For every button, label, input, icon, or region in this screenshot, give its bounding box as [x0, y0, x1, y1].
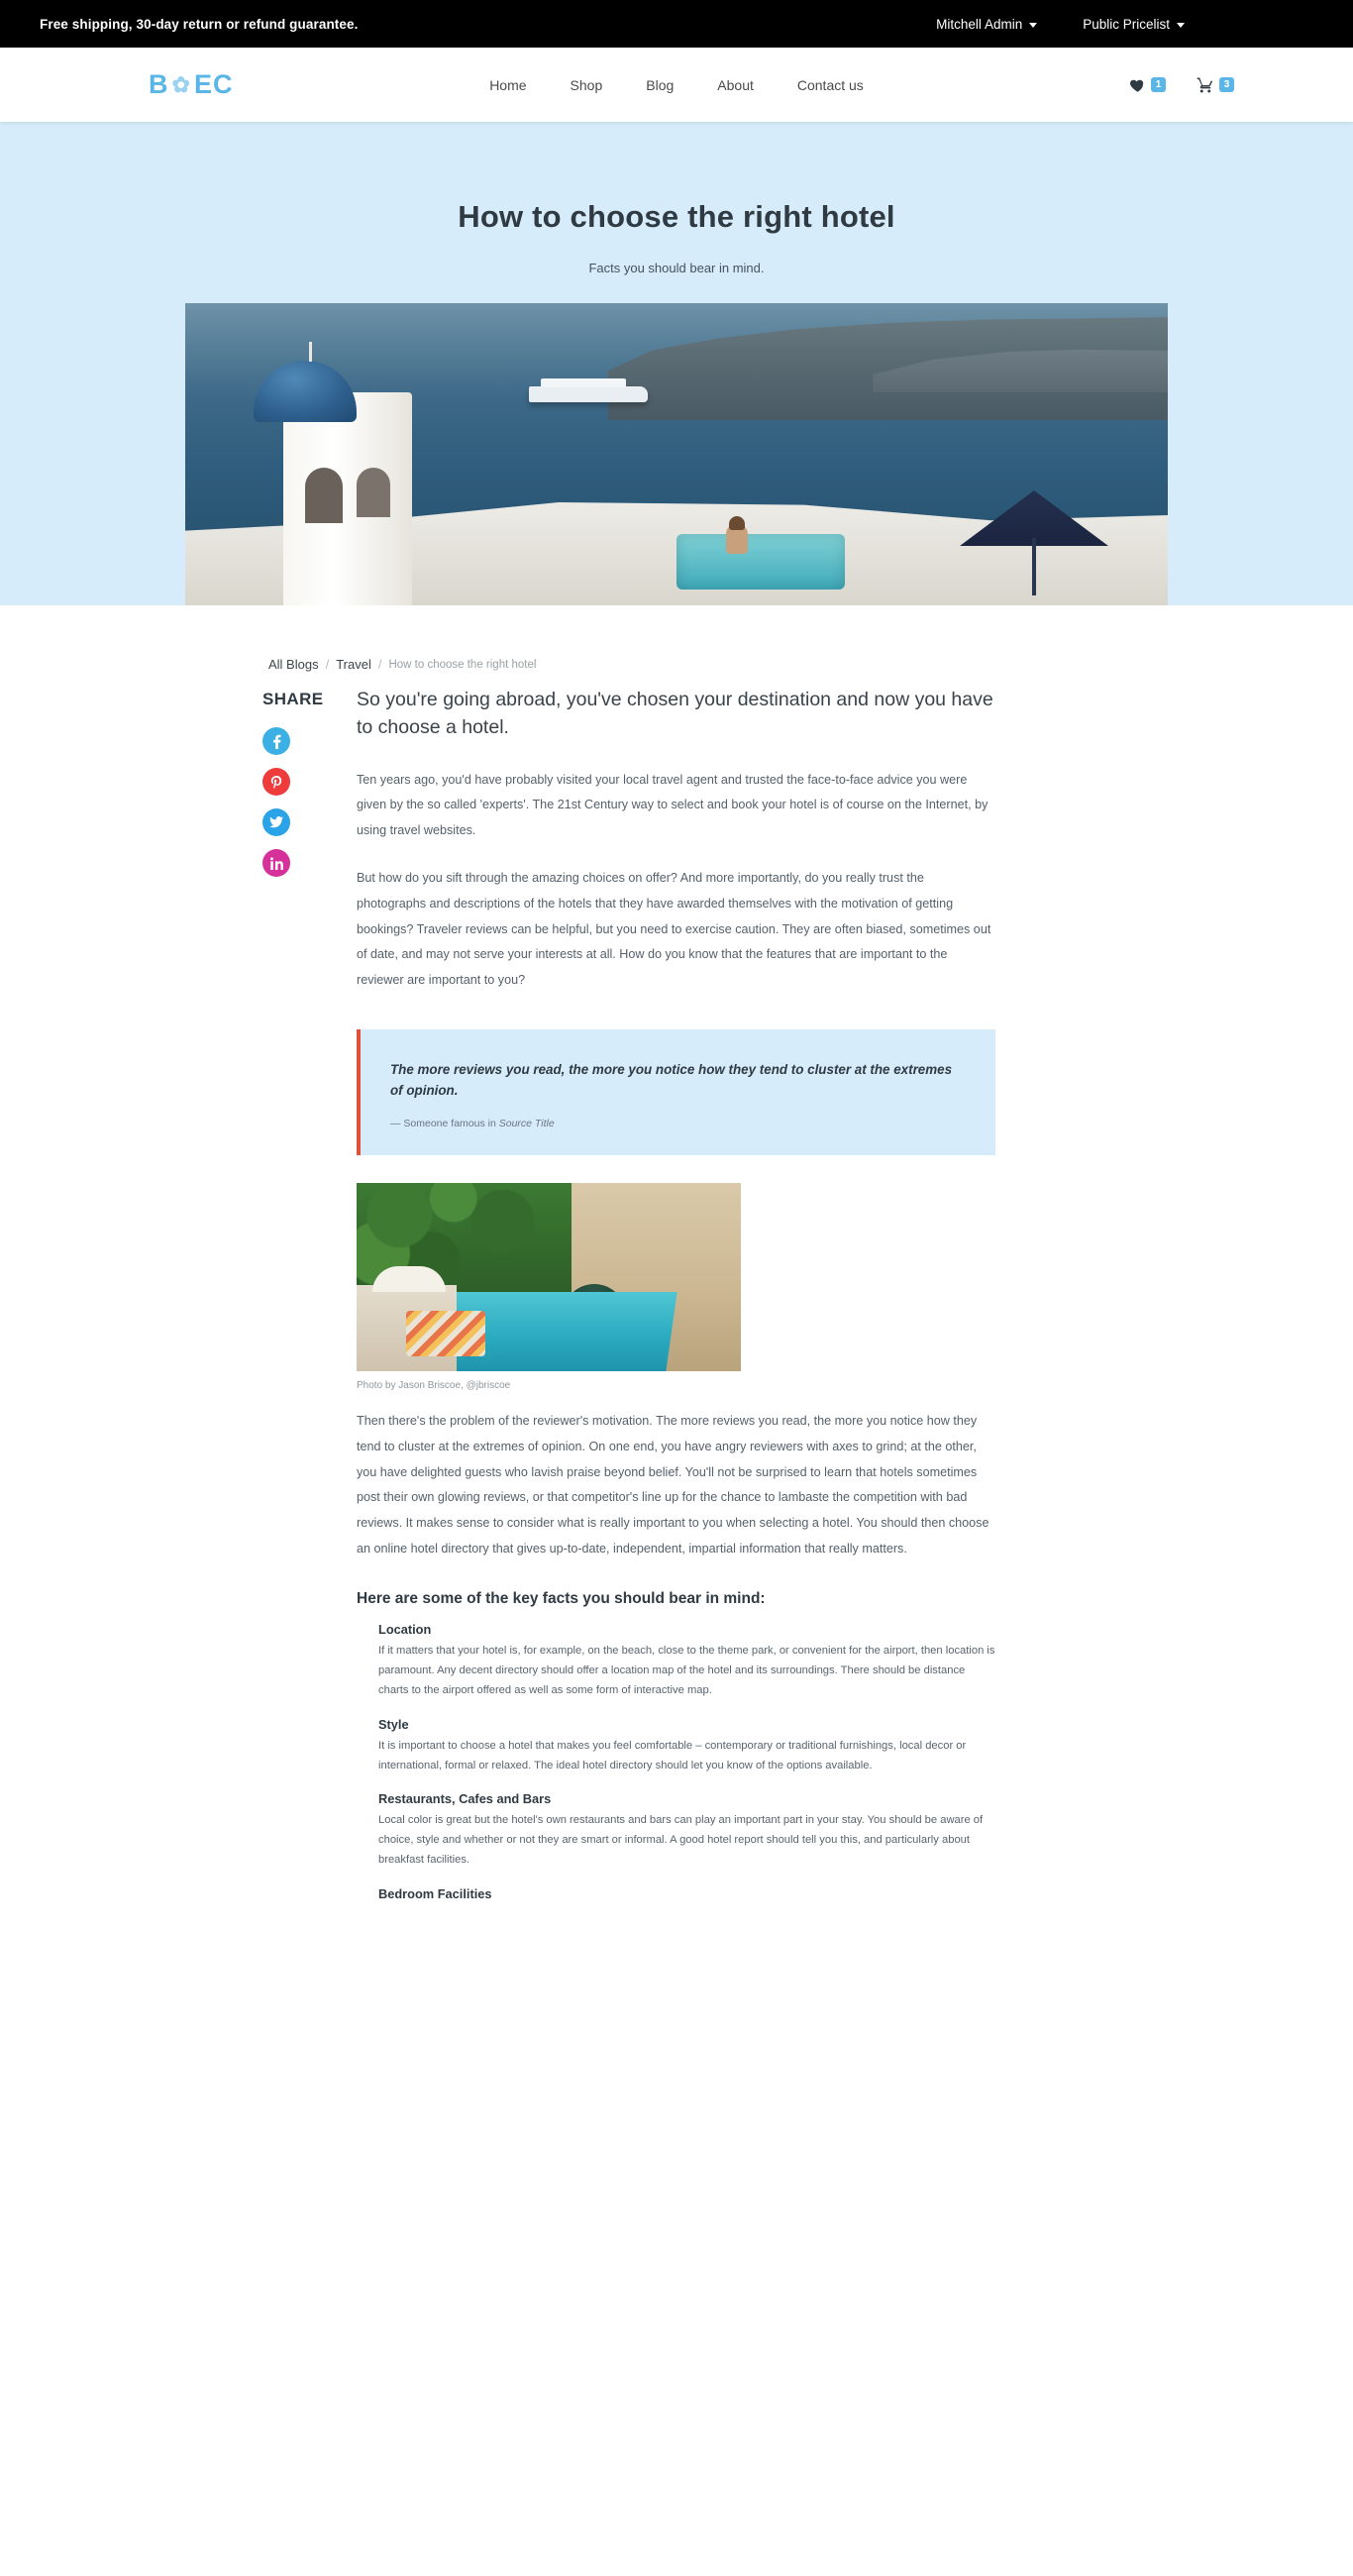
main-navigation — [489, 77, 864, 93]
pricelist-menu-label: Public Pricelist — [1083, 16, 1170, 32]
pinterest-icon — [270, 776, 283, 789]
heart-icon — [1128, 76, 1147, 94]
top-promo-bar — [0, 0, 1353, 48]
cart-count-badge: 3 — [1219, 77, 1234, 92]
article-row — [0, 686, 1353, 1917]
nav-item-shop[interactable]: Shop — [570, 76, 603, 93]
hero-spacer — [0, 275, 1353, 303]
user-menu[interactable] — [936, 17, 1037, 32]
article-content — [0, 605, 1353, 1977]
fact-title: Location — [378, 1621, 432, 1637]
cover-image-wrapper — [185, 303, 1168, 605]
article-paragraph-3: Then there's the problem of the reviewer's motivation. The more reviews you read, the more you notice how they tend to cluster at the extremes of opinion. On one end, you have angry reviewers with axes to grind; at the other, you have delighted guests who lavish praise beyond belief. You'll not be surprised to learn that hotels sometimes post their own glowing reviews, or that competitor's line up for the chance to lambaste the competition with bad reviews. It makes sense to consider what is really important to you when selecting a hotel. You should then choose an online hotel directory that gives up-to-date, independent, impartial information that really matters. — [357, 1413, 989, 1556]
cover-pool — [676, 534, 845, 590]
fact-title: Bedroom Facilities — [378, 1886, 492, 1902]
figure-image-pool-courtyard — [357, 1183, 741, 1371]
breadcrumb-all-blogs[interactable]: All Blogs — [268, 657, 319, 672]
pull-quote-text: The more reviews you read, the more you notice how they tend to cluster at the extremes of opinion. — [390, 1062, 953, 1099]
share-pinterest-button[interactable] — [262, 768, 290, 796]
cover-bell-tower — [283, 392, 412, 605]
cover-person — [726, 524, 748, 554]
pricelist-menu[interactable] — [1083, 17, 1185, 32]
share-facebook-button[interactable] — [262, 727, 290, 755]
chevron-down-icon — [1177, 23, 1185, 28]
logo-text-right: EC — [193, 69, 234, 99]
cover-tower-arch-2 — [357, 468, 390, 517]
pull-quote-attribution: — Someone famous in — [390, 1117, 499, 1129]
site-logo[interactable] — [149, 69, 233, 100]
shopping-cart-icon — [1196, 76, 1215, 94]
breadcrumb-separator: / — [325, 657, 330, 672]
wishlist-count-badge: 1 — [1151, 77, 1166, 92]
article-paragraph-1: Ten years ago, you'd have probably visited your local travel agent and trusted the face-to-face advice you were given by the so called 'experts'. The 21st Century way to select and book your hotel is of course on the Internet, by using travel websites. — [357, 772, 989, 838]
header-icon-group — [1128, 76, 1234, 94]
wishlist-button[interactable] — [1128, 76, 1166, 94]
breadcrumb-category[interactable]: Travel — [336, 657, 371, 672]
facebook-icon — [272, 734, 281, 749]
cover-image — [185, 303, 1168, 605]
page-subtitle: Facts you should bear in mind. — [588, 261, 765, 275]
article-lead: So you're going abroad, you've chosen your destination and now you have to choose a hotel. — [357, 689, 993, 739]
article-main-column — [357, 686, 995, 1917]
pull-quote-source: Source Title — [498, 1117, 555, 1129]
article-paragraph-2: But how do you sift through the amazing choices on offer? And more importantly, do you really trust the photographs and descriptions of the hotels that they have awarded themselves with the motivation of getting bookings? Traveler reviews can be helpful, but you need to exercise caution. They are often biased, sometimes out of date, and may not serve your interests at all. How do you know that the features that are important to the reviewer are important to you? — [357, 870, 991, 988]
figure-parasol — [372, 1266, 446, 1292]
site-header — [0, 48, 1353, 122]
share-heading: SHARE — [262, 690, 324, 708]
nav-item-home[interactable]: Home — [489, 76, 527, 93]
cover-cruise-ship — [529, 386, 648, 402]
share-linkedin-button[interactable] — [262, 849, 290, 877]
chevron-down-icon — [1029, 23, 1037, 28]
fact-item-location — [357, 1622, 995, 1701]
flower-icon: ✿ — [171, 71, 191, 97]
topbar-actions — [936, 17, 1313, 32]
promo-text: Free shipping, 30-day return or refund guarantee. — [40, 16, 359, 32]
figure-towels — [406, 1311, 485, 1356]
hero-section — [0, 122, 1353, 605]
nav-item-about[interactable]: About — [717, 76, 754, 93]
fact-body: It is important to choose a hotel that makes you feel comfortable – contemporary or traditional furnishings, local decor or international, formal or relaxed. The ideal hotel directory should let you know of the options available. — [378, 1739, 967, 1771]
nav-item-contact-us[interactable]: Contact us — [796, 76, 864, 93]
linkedin-icon — [270, 857, 283, 870]
cart-button[interactable] — [1196, 76, 1234, 94]
key-facts-heading: Here are some of the key facts you should bear in mind: — [357, 1589, 766, 1607]
logo-text-left: B — [149, 69, 169, 99]
fact-title: Style — [378, 1716, 409, 1732]
breadcrumb — [268, 657, 1001, 672]
fact-body: If it matters that your hotel is, for example, on the beach, close to the theme park, or convenient for the airport, then location is paramount. Any decent directory should offer a location map of the hotel and its surroundings. There should be distance charts to the airport offered as well as some form of interactive map. — [378, 1644, 995, 1696]
cover-umbrella-pole — [1032, 538, 1036, 595]
cover-cross — [309, 342, 312, 362]
fact-title: Restaurants, Cafes and Bars — [378, 1791, 552, 1807]
article-figure — [357, 1183, 995, 1391]
share-twitter-button[interactable] — [262, 808, 290, 836]
fact-body: Local color is great but the hotel's own restaurants and bars can play an important part in your stay. You should be aware of choice, style and whether or not they are smart or informal. A good hotel report should tell you this, and particularly about breakfast facilities. — [378, 1814, 984, 1867]
page-title: How to choose the right hotel — [458, 199, 895, 234]
fact-item-style — [357, 1717, 995, 1776]
share-column — [262, 686, 357, 1917]
pull-quote-citation — [390, 1118, 962, 1129]
figure-caption: Photo by Jason Briscoe, @jbriscoe — [357, 1379, 511, 1391]
breadcrumb-separator-2: / — [377, 657, 382, 672]
cover-tower-arch — [305, 468, 343, 523]
fact-item-restaurants — [357, 1791, 995, 1871]
fact-item-bedroom-facilities — [357, 1886, 995, 1901]
twitter-icon — [269, 816, 283, 828]
user-menu-label: Mitchell Admin — [936, 16, 1023, 32]
breadcrumb-current: How to choose the right hotel — [388, 658, 537, 671]
pull-quote — [357, 1029, 995, 1155]
nav-item-blog[interactable]: Blog — [646, 76, 675, 93]
